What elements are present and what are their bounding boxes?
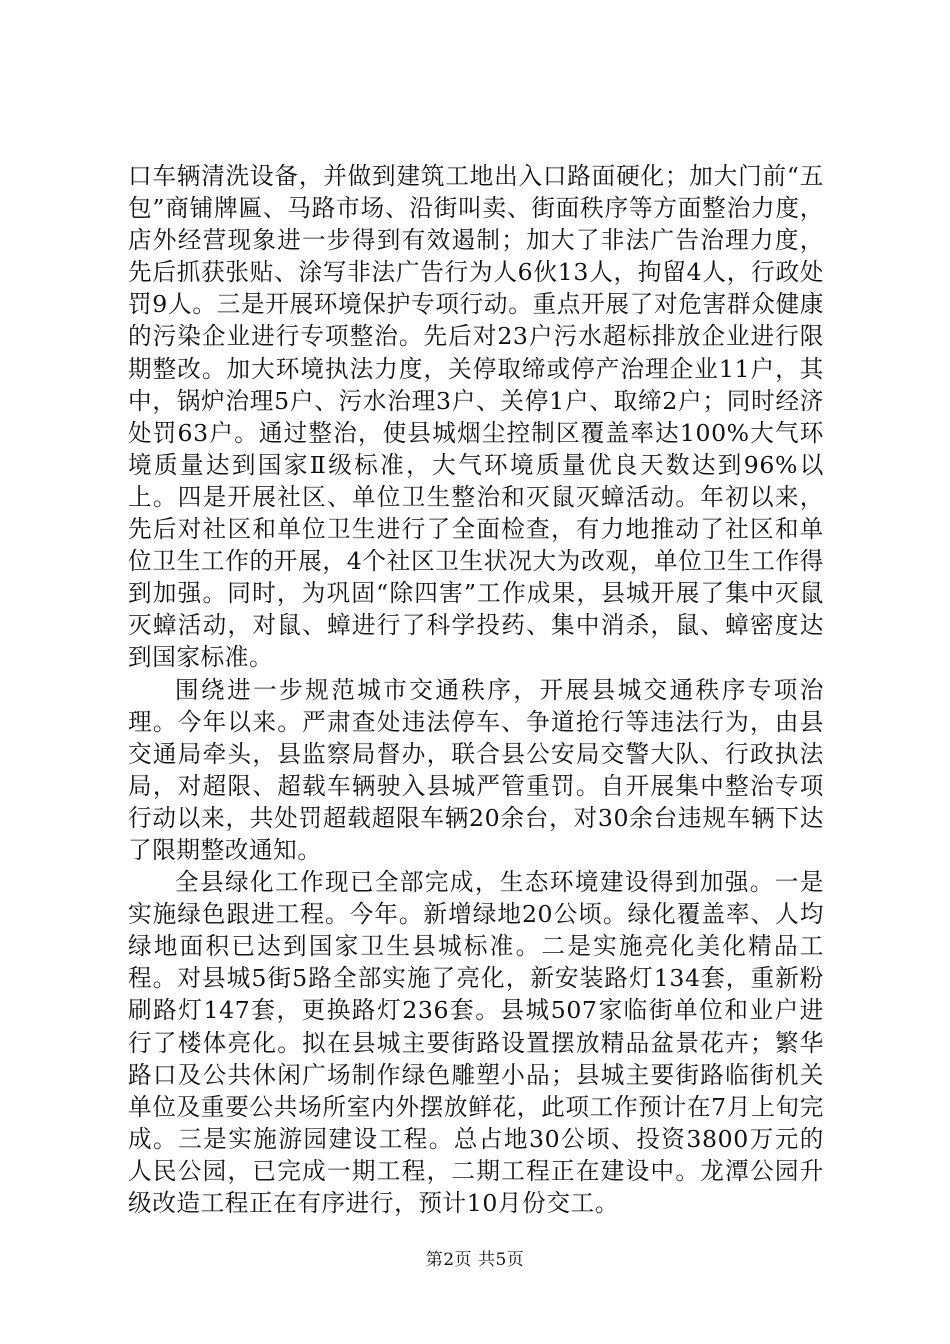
document-body: [128, 160, 824, 1219]
body-paragraph-3: 全县绿化工作现已全部完成，生态环境建设得到加强。一是实施绿色跟进工程。今年。新增绿地20公顷。绿化覆盖率、人均绿地面积已达到国家卫生县城标准。二是实施亮化美化精品工程。对县城5街5路全部实施了亮化，新安装路灯134套，重新粉刷路灯147套，更换路灯236套。县城507家临街单位和业户进行了楼体亮化。拟在县城主要街路设置摆放精品盆景花卉；繁华路口及公共休闲广场制作绿色雕塑小品；县城主要街路临街机关单位及重要公共场所室内外摆放鲜花，此项工作预计在7月上旬完成。三是实施游园建设工程。总占地30公顷、投资3800万元的人民公园，已完成一期工程，二期工程正在建设中。龙潭公园升级改造工程正在有序进行，预计10月份交工。: [128, 868, 824, 1217]
body-paragraph-1: 口车辆清洗设备，并做到建筑工地出入口路面硬化；加大门前“五包”商铺牌匾、马路市场、沿街叫卖、街面秩序等方面整治力度，店外经营现象进一步得到有效遏制；加大了非法广告治理力度，先后抓获张贴、涂写非法广告行为人6伙13人，拘留4人，行政处罚9人。三是开展环境保护专项行动。重点开展了对危害群众健康的污染企业进行专项整治。先后对23户污水超标排放企业进行限期整改。加大环境执法力度，关停取缔或停产治理企业11户，其中，锅炉治理5户、污水治理3户、关停1户、取缔2户；同时经济处罚63户。通过整治，使县城烟尘控制区覆盖率达100%大气环境质量达到国家Ⅱ级标准，大气环境质量优良天数达到96%以上。四是开展社区、单位卫生整治和灭鼠灭蟑活动。年初以来，先后对社区和单位卫生进行了全面检查，有力地推动了社区和单位卫生工作的开展，4个社区卫生状况大为改观，单位卫生工作得到加强。同时，为巩固“除四害”工作成果，县城开展了集中灭鼠灭蟑活动，对鼠、蟑进行了科学投药、集中消杀，鼠、蟑密度达到国家标准。: [128, 162, 824, 672]
page-number-footer: 第2页 共5页: [425, 1250, 525, 1270]
body-paragraph-2: 围绕进一步规范城市交通秩序，开展县城交通秩序专项治理。今年以来。严肃查处违法停车、争道抢行等违法行为，由县交通局牵头，县监察局督办，联合县公安局交警大队、行政执法局，对超限、超载车辆驶入县城严管重罚。自开展集中整治专项行动以来，共处罚超载超限车辆20余台，对30余台违规车辆下达了限期整改通知。: [128, 675, 824, 864]
